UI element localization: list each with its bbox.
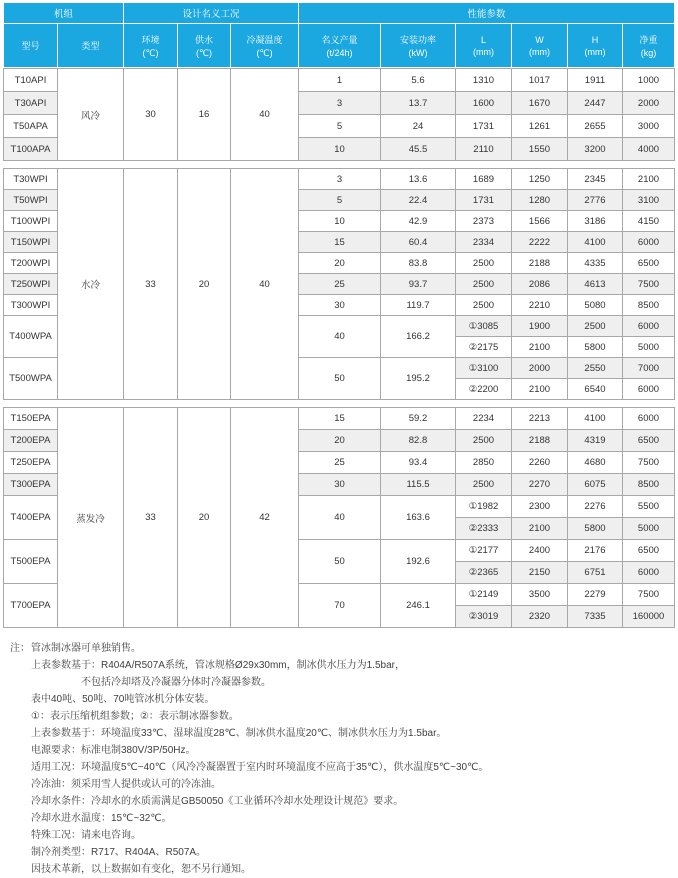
dim-cell: 2110 bbox=[456, 138, 512, 161]
dim-cell: 4000 bbox=[623, 138, 675, 161]
dim-cell: 5000 bbox=[623, 518, 675, 540]
header-column-label: 环境 bbox=[141, 34, 160, 45]
power-cell: 195.2 bbox=[381, 358, 456, 400]
header-column-unit: (mm) bbox=[529, 46, 551, 57]
power-cell: 93.4 bbox=[381, 452, 456, 474]
dim-cell: 1670 bbox=[512, 92, 568, 115]
power-cell: 82.8 bbox=[381, 430, 456, 452]
dim-cell: 2850 bbox=[456, 452, 512, 474]
dim-cell: 2550 bbox=[568, 358, 623, 379]
capacity-cell: 10 bbox=[299, 138, 381, 161]
power-cell: 93.7 bbox=[381, 274, 456, 295]
capacity-cell: 20 bbox=[299, 253, 381, 274]
note-line: ①：表示压缩机组参数；②：表示制冰器参数。 bbox=[31, 711, 239, 722]
header-column bbox=[456, 24, 512, 68]
dim-cell: 2276 bbox=[568, 496, 623, 518]
dim-cell: 4613 bbox=[568, 274, 623, 295]
capacity-cell: 15 bbox=[299, 408, 381, 430]
dim-cell: 2447 bbox=[568, 92, 623, 115]
dim-cell: 1689 bbox=[456, 169, 512, 190]
dim-cell: 7500 bbox=[623, 584, 675, 606]
note-line: 特殊工况：请来电咨询。 bbox=[31, 830, 141, 841]
note-line: 上表参数基于：环境温度33℃、湿球温度28℃、制冰供水温度20℃、制冰供水压力为1.5bar。 bbox=[31, 728, 447, 739]
dim-cell: 2086 bbox=[512, 274, 568, 295]
capacity-cell: 30 bbox=[299, 474, 381, 496]
dim-cell: 2222 bbox=[512, 232, 568, 253]
cond-cell: 40 bbox=[231, 69, 299, 161]
dim-cell: 2260 bbox=[512, 452, 568, 474]
model-cell: T30WPI bbox=[4, 169, 58, 190]
model-cell: T200EPA bbox=[4, 430, 58, 452]
capacity-cell: 3 bbox=[299, 169, 381, 190]
dim-cell: 2373 bbox=[456, 211, 512, 232]
header-column bbox=[512, 24, 568, 68]
dim-cell: 6500 bbox=[623, 253, 675, 274]
capacity-cell: 5 bbox=[299, 190, 381, 211]
power-cell: 45.5 bbox=[381, 138, 456, 161]
note-line: 制冷剂类型：R717、R404A、R507A。 bbox=[31, 847, 207, 858]
header-column bbox=[124, 24, 178, 68]
model-cell: T100WPI bbox=[4, 211, 58, 232]
power-cell: 119.7 bbox=[381, 295, 456, 316]
model-cell: T400WPA bbox=[4, 316, 58, 358]
note-line: 表中40吨、50吨、70吨管冰机分体安装。 bbox=[31, 694, 215, 705]
dim-cell: 1310 bbox=[456, 69, 512, 92]
table-row bbox=[4, 69, 675, 92]
dim-cell: 2655 bbox=[568, 115, 623, 138]
model-cell: T200WPI bbox=[4, 253, 58, 274]
dim-cell: ②2333 bbox=[456, 518, 512, 540]
dim-cell: 8500 bbox=[623, 474, 675, 496]
type-cell: 水冷 bbox=[58, 169, 124, 400]
dim-cell: 2345 bbox=[568, 169, 623, 190]
dim-cell: 6540 bbox=[568, 379, 623, 400]
dim-cell: 4335 bbox=[568, 253, 623, 274]
header-column bbox=[178, 24, 231, 68]
model-cell: T400EPA bbox=[4, 496, 58, 540]
header-column bbox=[231, 24, 299, 68]
dim-cell: 4100 bbox=[568, 408, 623, 430]
header-column-unit: (kW) bbox=[408, 48, 428, 58]
dim-cell: 3000 bbox=[623, 115, 675, 138]
dim-cell: 2500 bbox=[456, 474, 512, 496]
note-line: 因技术革新，以上数据如有变化，恕不另行通知。 bbox=[31, 864, 251, 875]
dim-cell: 6500 bbox=[623, 540, 675, 562]
dim-cell: 6500 bbox=[623, 430, 675, 452]
note-line: 冷冻油：须采用雪人提供或认可的冷冻油。 bbox=[31, 779, 221, 790]
dim-cell: 2100 bbox=[512, 337, 568, 358]
dim-cell: 1250 bbox=[512, 169, 568, 190]
note-line: 冷却水进水温度：15℃~32℃。 bbox=[31, 813, 172, 824]
model-cell: T50WPI bbox=[4, 190, 58, 211]
model-cell: T150EPA bbox=[4, 408, 58, 430]
header-column-unit: (mm) bbox=[584, 46, 606, 57]
ambient-cell: 33 bbox=[124, 408, 178, 628]
note-line: 不包括冷却塔及冷凝器分体时冷凝器参数。 bbox=[81, 677, 271, 688]
dim-cell: 160000 bbox=[623, 606, 675, 628]
dim-cell: 1911 bbox=[568, 69, 623, 92]
header-column-unit: (℃) bbox=[256, 47, 273, 58]
header-column-label: 冷凝温度 bbox=[246, 34, 283, 45]
header-column-label: 供水 bbox=[195, 34, 214, 45]
power-cell: 22.4 bbox=[381, 190, 456, 211]
dim-cell: 1261 bbox=[512, 115, 568, 138]
dim-cell: 2334 bbox=[456, 232, 512, 253]
header-group: 性能参数 bbox=[299, 3, 675, 24]
model-cell: T300EPA bbox=[4, 474, 58, 496]
notes bbox=[3, 640, 678, 878]
dim-cell: 2000 bbox=[623, 92, 675, 115]
power-cell: 42.9 bbox=[381, 211, 456, 232]
supply-cell: 20 bbox=[178, 408, 231, 628]
model-cell: T300WPI bbox=[4, 295, 58, 316]
header-column-unit: (t/24h) bbox=[326, 48, 353, 58]
dim-cell: 3200 bbox=[568, 138, 623, 161]
dim-cell: 7500 bbox=[623, 274, 675, 295]
dim-cell: 5080 bbox=[568, 295, 623, 316]
ambient-cell: 33 bbox=[124, 169, 178, 400]
dim-cell: 3100 bbox=[623, 190, 675, 211]
table-row bbox=[4, 408, 675, 430]
capacity-cell: 25 bbox=[299, 452, 381, 474]
dim-cell: 2270 bbox=[512, 474, 568, 496]
capacity-cell: 15 bbox=[299, 232, 381, 253]
header-column-label: 型号 bbox=[21, 41, 40, 51]
power-cell: 13.6 bbox=[381, 169, 456, 190]
dim-cell: 3186 bbox=[568, 211, 623, 232]
dim-cell: 6000 bbox=[623, 232, 675, 253]
header-group-row bbox=[4, 3, 675, 24]
header-column-unit: (℃) bbox=[195, 47, 213, 58]
dim-cell: 1280 bbox=[512, 190, 568, 211]
cond-cell: 42 bbox=[231, 408, 299, 628]
power-cell: 60.4 bbox=[381, 232, 456, 253]
dim-cell: 1566 bbox=[512, 211, 568, 232]
dim-cell: 2210 bbox=[512, 295, 568, 316]
capacity-cell: 50 bbox=[299, 540, 381, 584]
header-column bbox=[299, 24, 381, 68]
spec-table-blocks bbox=[3, 68, 678, 628]
capacity-cell: 3 bbox=[299, 92, 381, 115]
table-row bbox=[4, 169, 675, 190]
header-column-label: 名义产量 bbox=[321, 35, 358, 45]
notes-lines bbox=[31, 640, 678, 878]
note-line: 电源要求：标准电制380V/3P/50Hz。 bbox=[31, 745, 196, 756]
dim-cell: 3500 bbox=[512, 584, 568, 606]
dim-cell: 7500 bbox=[623, 452, 675, 474]
dim-cell: 1550 bbox=[512, 138, 568, 161]
supply-cell: 16 bbox=[178, 69, 231, 161]
dim-cell: 5800 bbox=[568, 518, 623, 540]
capacity-cell: 20 bbox=[299, 430, 381, 452]
notes-prefix: 注： bbox=[10, 643, 30, 654]
type-cell: 风冷 bbox=[58, 69, 124, 161]
dim-cell: 6000 bbox=[623, 562, 675, 584]
dim-cell: 6075 bbox=[568, 474, 623, 496]
note-line: 冷却水条件：冷却水的水质需满足GB50050《工业循环冷却水处理设计规范》要求。 bbox=[31, 796, 404, 807]
dim-cell: 6000 bbox=[623, 408, 675, 430]
dim-cell: 7000 bbox=[623, 358, 675, 379]
capacity-cell: 40 bbox=[299, 316, 381, 358]
dim-cell: 2000 bbox=[512, 358, 568, 379]
capacity-cell: 10 bbox=[299, 211, 381, 232]
dim-cell: 1000 bbox=[623, 69, 675, 92]
header-column-row bbox=[4, 24, 675, 68]
header-column-unit: (kg) bbox=[640, 48, 657, 58]
model-cell: T150WPI bbox=[4, 232, 58, 253]
dim-cell: 8500 bbox=[623, 295, 675, 316]
dim-cell: 1731 bbox=[456, 115, 512, 138]
header-column-label: L bbox=[481, 34, 487, 45]
header-column-label: 类型 bbox=[81, 41, 100, 51]
dim-cell: 2213 bbox=[512, 408, 568, 430]
dim-cell: ①3100 bbox=[456, 358, 512, 379]
power-cell: 192.6 bbox=[381, 540, 456, 584]
model-cell: T100APA bbox=[4, 138, 58, 161]
supply-cell: 20 bbox=[178, 169, 231, 400]
capacity-cell: 1 bbox=[299, 69, 381, 92]
dim-cell: 6000 bbox=[623, 316, 675, 337]
dim-cell: 2500 bbox=[568, 316, 623, 337]
dim-cell: 2500 bbox=[456, 274, 512, 295]
spec-block bbox=[3, 68, 675, 161]
dim-cell: 2188 bbox=[512, 253, 568, 274]
header-column bbox=[381, 24, 456, 68]
spec-table-header bbox=[3, 2, 675, 68]
capacity-cell: 50 bbox=[299, 358, 381, 400]
dim-cell: 2100 bbox=[512, 379, 568, 400]
power-cell: 59.2 bbox=[381, 408, 456, 430]
capacity-cell: 5 bbox=[299, 115, 381, 138]
dim-cell: 2188 bbox=[512, 430, 568, 452]
dim-cell: 7335 bbox=[568, 606, 623, 628]
note-line: 管冰制冰器可单独销售。 bbox=[31, 643, 141, 654]
dim-cell: ①1982 bbox=[456, 496, 512, 518]
dim-cell: 2150 bbox=[512, 562, 568, 584]
capacity-cell: 40 bbox=[299, 496, 381, 540]
model-cell: T500WPA bbox=[4, 358, 58, 400]
header-column bbox=[568, 24, 623, 68]
dim-cell: 5800 bbox=[568, 337, 623, 358]
dim-cell: 2100 bbox=[623, 169, 675, 190]
dim-cell: 2300 bbox=[512, 496, 568, 518]
header-column bbox=[58, 24, 124, 68]
model-cell: T50APA bbox=[4, 115, 58, 138]
dim-cell: ②2200 bbox=[456, 379, 512, 400]
spec-block bbox=[3, 407, 675, 628]
dim-cell: 5000 bbox=[623, 337, 675, 358]
dim-cell: 4680 bbox=[568, 452, 623, 474]
type-cell: 蒸发冷 bbox=[58, 408, 124, 628]
model-cell: T10API bbox=[4, 69, 58, 92]
model-cell: T500EPA bbox=[4, 540, 58, 584]
dim-cell: 1900 bbox=[512, 316, 568, 337]
note-line: 适用工况：环境温度5℃~40℃（风冷冷凝器置于室内时环境温度不应高于35℃），供水温度5℃~30℃。 bbox=[31, 762, 489, 773]
power-cell: 5.6 bbox=[381, 69, 456, 92]
dim-cell: 5500 bbox=[623, 496, 675, 518]
dim-cell: 2320 bbox=[512, 606, 568, 628]
power-cell: 246.1 bbox=[381, 584, 456, 628]
dim-cell: 2776 bbox=[568, 190, 623, 211]
power-cell: 24 bbox=[381, 115, 456, 138]
header-column bbox=[4, 24, 58, 68]
dim-cell: 4319 bbox=[568, 430, 623, 452]
capacity-cell: 70 bbox=[299, 584, 381, 628]
dim-cell: 1600 bbox=[456, 92, 512, 115]
dim-cell: ①3085 bbox=[456, 316, 512, 337]
power-cell: 13.7 bbox=[381, 92, 456, 115]
dim-cell: ②2365 bbox=[456, 562, 512, 584]
dim-cell: 1017 bbox=[512, 69, 568, 92]
note-line: 上表参数基于：R404A/R507A系统，管冰规格Ø29x30mm，制冰供水压力为1.5bar， bbox=[31, 660, 405, 671]
header-column-label: 净重 bbox=[639, 35, 658, 45]
cond-cell: 40 bbox=[231, 169, 299, 400]
model-cell: T700EPA bbox=[4, 584, 58, 628]
dim-cell: 2176 bbox=[568, 540, 623, 562]
dim-cell: ①2149 bbox=[456, 584, 512, 606]
model-cell: T250WPI bbox=[4, 274, 58, 295]
dim-cell: 4100 bbox=[568, 232, 623, 253]
model-cell: T30API bbox=[4, 92, 58, 115]
dim-cell: 2500 bbox=[456, 295, 512, 316]
spec-block bbox=[3, 168, 675, 400]
header-column bbox=[623, 24, 675, 68]
header-group: 设计名义工况 bbox=[124, 3, 299, 24]
header-group: 机组 bbox=[4, 3, 124, 24]
model-cell: T250EPA bbox=[4, 452, 58, 474]
power-cell: 115.5 bbox=[381, 474, 456, 496]
header-column-label: H bbox=[591, 34, 599, 45]
dim-cell: 2500 bbox=[456, 253, 512, 274]
capacity-cell: 30 bbox=[299, 295, 381, 316]
dim-cell: ①2177 bbox=[456, 540, 512, 562]
dim-cell: 2500 bbox=[456, 430, 512, 452]
header-column-unit: (mm) bbox=[473, 46, 495, 57]
dim-cell: ②3019 bbox=[456, 606, 512, 628]
dim-cell: ②2175 bbox=[456, 337, 512, 358]
dim-cell: 6751 bbox=[568, 562, 623, 584]
dim-cell: 4150 bbox=[623, 211, 675, 232]
capacity-cell: 25 bbox=[299, 274, 381, 295]
dim-cell: 1731 bbox=[456, 190, 512, 211]
dim-cell: 6000 bbox=[623, 379, 675, 400]
power-cell: 166.2 bbox=[381, 316, 456, 358]
header-column-label: 安装功率 bbox=[400, 35, 437, 45]
ambient-cell: 30 bbox=[124, 69, 178, 161]
dim-cell: 2279 bbox=[568, 584, 623, 606]
header-column-label: W bbox=[535, 34, 544, 45]
dim-cell: 2100 bbox=[512, 518, 568, 540]
power-cell: 83.8 bbox=[381, 253, 456, 274]
dim-cell: 2234 bbox=[456, 408, 512, 430]
header-column-unit: (℃) bbox=[142, 47, 159, 58]
power-cell: 163.6 bbox=[381, 496, 456, 540]
dim-cell: 2400 bbox=[512, 540, 568, 562]
